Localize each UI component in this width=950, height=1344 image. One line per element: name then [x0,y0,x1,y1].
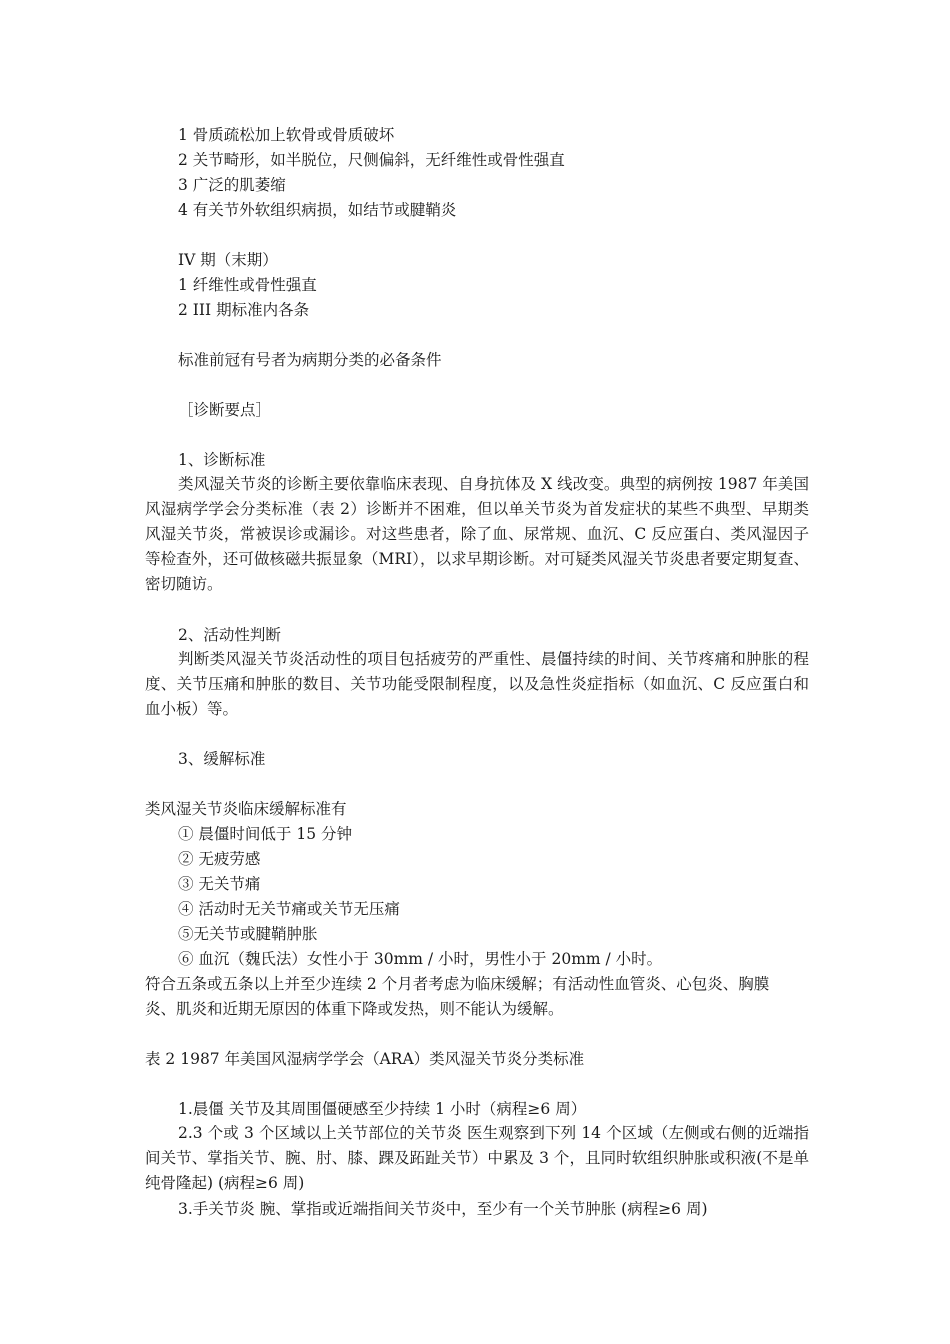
remission-conclusion-line-1: 符合五条或五条以上并至少连续 2 个月者考虑为临床缓解；有活动性血管炎、心包炎、胸膜 [145,975,770,993]
stage3-item-4: 4 有关节外软组织病损，如结节或腱鞘炎 [178,201,457,219]
remission-conclusion-line-2: 炎、肌炎和近期无原因的体重下降或发热，则不能认为缓解。 [145,1000,564,1018]
remission-item-3: ③ 无关节痛 [178,875,261,893]
stage3-item-2: 2 关节畸形，如半脱位，尺侧偏斜，无纤维性或骨性强直 [178,151,565,169]
activity-heading: 2、活动性判断 [178,626,281,644]
stage4-item-1: 1 纤维性或骨性强直 [178,276,317,294]
remission-item-1: ① 晨僵时间低于 15 分钟 [178,825,353,843]
stage3-item-3: 3 广泛的肌萎缩 [178,176,286,194]
remission-item-4: ④ 活动时无关节痛或关节无压痛 [178,900,400,918]
table2-criterion-2: 2.3 个或 3 个区域以上关节部位的关节炎 医生观察到下列 14 个区域（左侧或右侧的近端指间关节、掌指关节、腕、肘、膝、踝及跖趾关节）中累及 3 个，且同时软组织肿胀或积液(不是单纯骨隆起) (病程≥6 周) [145,1124,809,1192]
remission-heading: 3、缓解标准 [178,750,266,768]
remission-item-5: ⑤无关节或腱鞘肿胀 [178,925,318,943]
diagnosis-paragraph: 类风湿关节炎的诊断主要依靠临床表现、自身抗体及 X 线改变。典型的病例按 1987 年美国风湿病学学会分类标准（表 2）诊断并不困难，但以单关节炎为首发症状的某些不典型、早期类风湿关节炎，常被误诊或漏诊。对这些患者，除了血、尿常规、血沉、C 反应蛋白、类风湿因子等检查外，还可做核磁共振显象（MRI），以求早期诊断。对可疑类风湿关节炎患者要定期复查、密切随访。 [145,475,809,593]
remission-item-2: ② 无疲劳感 [178,850,261,868]
activity-paragraph: 判断类风湿关节炎活动性的项目包括疲劳的严重性、晨僵持续的时间、关节疼痛和肿胀的程度、关节压痛和肿胀的数目、关节功能受限制程度，以及急性炎症指标（如血沉、C 反应蛋白和血小板）等。 [145,650,809,718]
table2-criterion-1: 1.晨僵 关节及其周围僵硬感至少持续 1 小时（病程≥6 周） [178,1100,587,1118]
stage4-item-2: 2 III 期标准内各条 [178,301,310,319]
remission-item-6: ⑥ 血沉（魏氏法）女性小于 30mm / 小时，男性小于 20mm / 小时。 [178,950,663,968]
diagnosis-heading: 1、诊断标准 [178,451,266,469]
table2-criterion-3: 3.手关节炎 腕、掌指或近端指间关节炎中，至少有一个关节肿胀 (病程≥6 周) [178,1200,708,1218]
section-title: ［诊断要点］ [178,401,272,419]
stage3-item-1: 1 骨质疏松加上软骨或骨质破坏 [178,126,395,144]
table2-caption: 表 2 1987 年美国风湿病学学会（ARA）类风湿关节炎分类标准 [145,1050,585,1068]
remission-intro: 类风湿关节炎临床缓解标准有 [145,800,347,818]
staging-note: 标准前冠有号者为病期分类的必备条件 [178,351,442,369]
stage4-heading: IV 期（末期） [178,251,278,269]
